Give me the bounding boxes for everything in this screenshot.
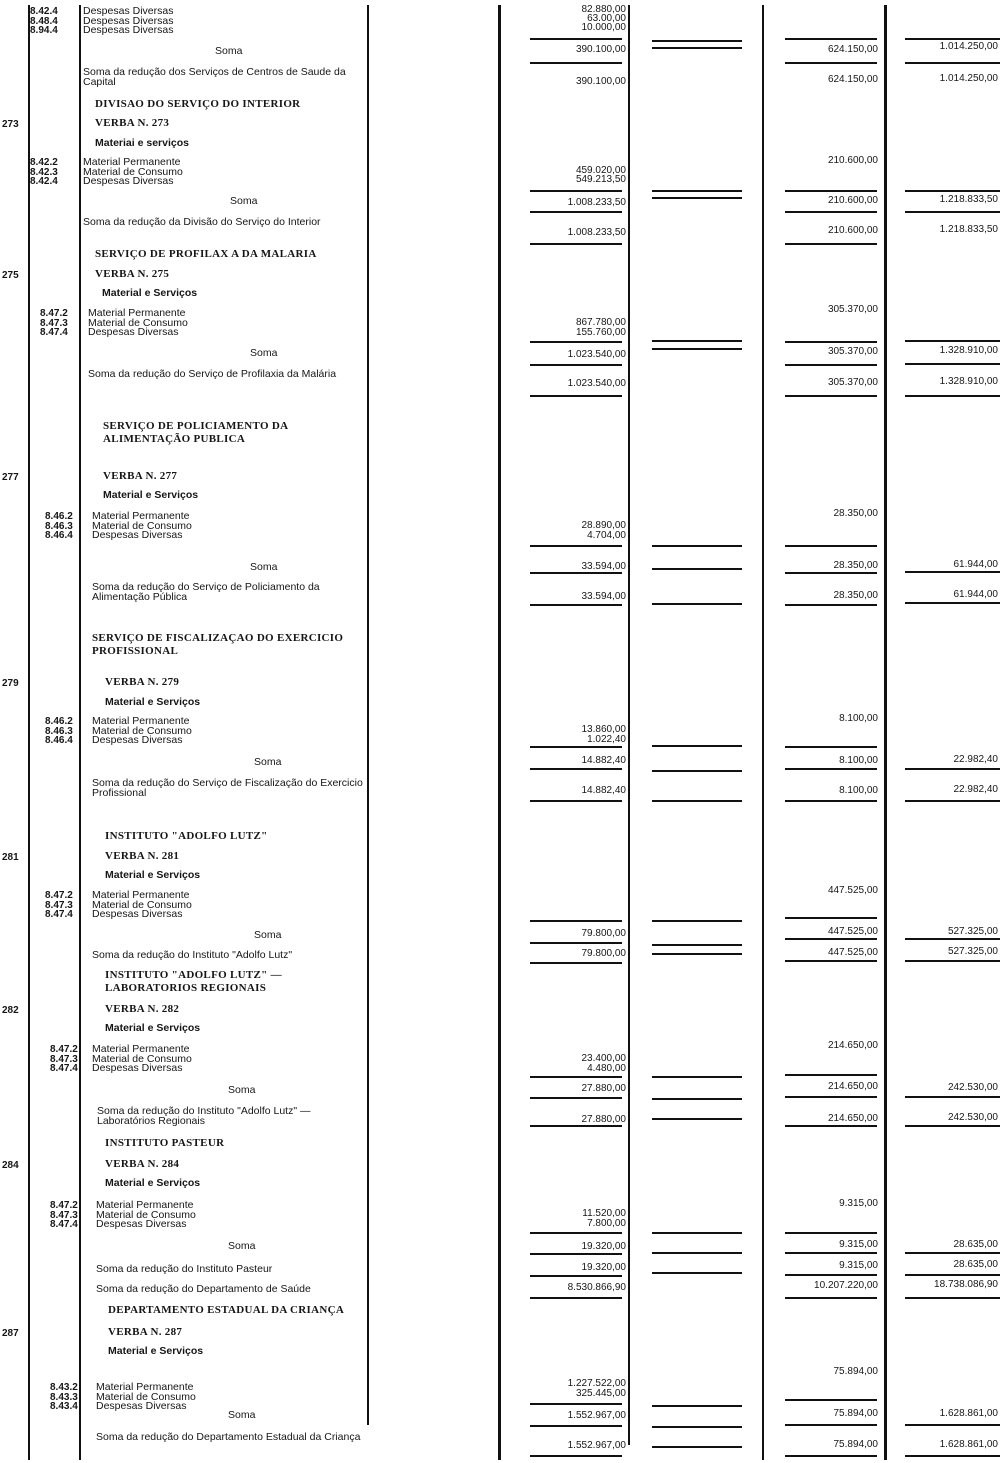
subtotal-label: Soma da redução do Serviço de Fiscalização do Exercicio Profissional	[92, 777, 363, 799]
rule-col2	[652, 745, 742, 747]
section-heading: INSTITUTO "ADOLFO LUTZ" — LABORATORIOS REGIONAIS	[105, 969, 282, 994]
column-rule	[884, 5, 887, 1460]
column-rule	[628, 5, 630, 1445]
rule-col2	[652, 197, 742, 199]
rule-col1	[530, 62, 622, 64]
rule-col2	[652, 800, 742, 802]
account-code: 8.47.2	[50, 1044, 78, 1055]
account-code: 8.43.4	[50, 1401, 78, 1412]
section-heading: SERVIÇO DE POLICIAMENTO DA ALIMENTAÇÃO PUBLICA	[103, 420, 288, 445]
column-4-value: 22.982,40	[953, 754, 998, 765]
account-code: 8.43.3	[50, 1391, 78, 1403]
column-3-value: 75.894,00	[833, 1366, 878, 1377]
verba-number: 282	[2, 1005, 19, 1016]
rule-col4	[905, 363, 1000, 365]
line-item: Material Permanente	[96, 1381, 194, 1393]
rule-col2	[652, 953, 742, 955]
line-item: Material de Consumo	[96, 1390, 196, 1403]
rule-col3	[785, 1125, 877, 1127]
column-3-value: 447.525,00	[827, 926, 878, 937]
column-3-value: 8.100,00	[839, 785, 878, 796]
account-code: 8.46.4	[45, 530, 73, 541]
rule-col3	[785, 746, 877, 748]
account-code: 8.47.2	[50, 1200, 78, 1211]
verba-number: 275	[2, 270, 19, 281]
column-4-value: 61.944,00	[953, 589, 998, 600]
line-item: Despesas Diversas	[83, 5, 174, 17]
subtotal-label: Soma da redução da Divisão do Serviço do Interior	[83, 216, 321, 228]
subtotal-label: Soma da redução do Serviço de Policiamento da Alimentação Pública	[92, 581, 320, 603]
account-code: 8.47.3	[45, 899, 73, 911]
column-1-value: 4.704,00	[587, 530, 626, 541]
subheading: Material e Serviços	[108, 1345, 204, 1357]
rule-col1	[530, 38, 622, 40]
rule-col4	[905, 960, 1000, 962]
rule-col1	[530, 920, 622, 922]
rule-col3	[785, 341, 877, 343]
rule-col2	[652, 770, 742, 772]
column-1-value: 1.552.967,00	[567, 1410, 626, 1421]
column-4-value: 242.530,00	[947, 1082, 998, 1093]
column-3-value: 447.525,00	[827, 885, 878, 896]
column-1-value: 1.023.540,00	[567, 378, 626, 389]
line-item: Despesas Diversas	[92, 1062, 183, 1074]
rule-col3	[785, 1297, 877, 1299]
column-1-value: 4.480,00	[587, 1063, 626, 1074]
column-1-value: 13.860,00	[581, 724, 626, 735]
account-code: 8.46.4	[45, 735, 73, 746]
soma-label: Soma	[215, 45, 243, 57]
column-3-value: 210.600,00	[827, 225, 878, 236]
rule-col2	[652, 568, 742, 570]
rule-col4	[905, 1096, 1000, 1098]
column-1-value: 28.890,00	[581, 520, 626, 531]
line-item: Material Permanente	[92, 889, 190, 901]
section-heading: DIVISAO DO SERVIÇO DO INTERIOR	[95, 98, 301, 110]
rule-col4	[905, 1125, 1000, 1127]
subtotal-label: Soma da redução dos Serviços de Centros de Saude da Capital	[83, 66, 346, 88]
rule-col3	[785, 38, 877, 40]
rule-col3	[785, 1232, 877, 1234]
column-3-value: 28.350,00	[833, 508, 878, 519]
rule-col1	[530, 1425, 622, 1427]
column-rule	[79, 5, 81, 1460]
rule-col2	[652, 944, 742, 946]
subtotal-label: Soma da redução do Serviço de Profilaxia da Malária	[88, 368, 337, 380]
rule-col1	[530, 341, 622, 343]
account-code: 8.46.3	[45, 520, 73, 532]
column-1-value: 1.008.233,50	[567, 197, 626, 208]
rule-col2	[652, 348, 742, 350]
column-3-value: 8.100,00	[839, 713, 878, 724]
column-1-value: 33.594,00	[581, 591, 626, 602]
column-3-value: 624.150,00	[827, 44, 878, 55]
rule-col3	[785, 1074, 877, 1076]
verba-number: 273	[2, 119, 19, 130]
rule-col1	[530, 942, 622, 944]
section-heading: SERVIÇO DE FISCALIZAÇAO DO EXERCICIO PROFISSIONAL	[92, 632, 344, 657]
rule-col2	[652, 1272, 742, 1274]
rule-col2	[652, 545, 742, 547]
rule-col2	[652, 1446, 742, 1448]
column-1-value: 155.760,00	[575, 327, 626, 338]
column-3-value: 305.370,00	[827, 346, 878, 357]
rule-col4	[905, 602, 1000, 604]
account-code: 8.46.2	[45, 511, 73, 522]
section-heading: SERVIÇO DE PROFILAX A DA MALARIA	[95, 248, 317, 260]
line-item: Material Permanente	[92, 1043, 190, 1055]
column-rule	[28, 5, 30, 1460]
column-3-value: 9.315,00	[839, 1260, 878, 1271]
column-rule	[498, 5, 501, 1460]
rule-col2	[652, 1426, 742, 1428]
rule-col4	[905, 938, 1000, 940]
rule-col1	[530, 1232, 622, 1234]
column-1-value: 390.100,00	[575, 44, 626, 55]
column-3-value: 214.650,00	[827, 1081, 878, 1092]
rule-col3	[785, 1274, 877, 1276]
verba-number: 284	[2, 1160, 19, 1171]
column-4-value: 1.014.250,00	[939, 41, 998, 52]
rule-col1	[530, 1403, 622, 1405]
column-1-value: 14.882,40	[581, 785, 626, 796]
rule-col2	[652, 40, 742, 42]
line-item: Material Permanente	[92, 510, 190, 522]
rule-col1	[530, 1275, 622, 1277]
column-3-value: 214.650,00	[827, 1113, 878, 1124]
subheading: Material e Serviços	[102, 287, 198, 299]
rule-col1	[530, 1125, 622, 1127]
account-code: 8.42.4	[30, 6, 58, 17]
rule-col2	[652, 1118, 742, 1120]
account-code: 8.46.3	[45, 725, 73, 737]
line-item: Despesas Diversas	[83, 14, 174, 27]
column-4-value: 527.325,00	[947, 946, 998, 957]
rule-col1	[530, 572, 622, 574]
column-1-value: 19.320,00	[581, 1262, 626, 1273]
account-code: 8.48.4	[30, 15, 58, 27]
column-4-value: 18.738.086,90	[934, 1279, 998, 1290]
column-1-value: 27.880,00	[581, 1114, 626, 1125]
column-1-value: 33.594,00	[581, 561, 626, 572]
column-1-value: 1.023.540,00	[567, 349, 626, 360]
rule-col4	[905, 1297, 1000, 1299]
column-1-value: 27.880,00	[581, 1083, 626, 1094]
rule-col3	[785, 604, 877, 606]
rule-col1	[530, 1455, 622, 1457]
account-code: 8.47.4	[50, 1219, 78, 1230]
column-4-value: 1.218.833,50	[939, 224, 998, 235]
account-code: 8.43.2	[50, 1382, 78, 1393]
column-1-value: 390.100,00	[575, 76, 626, 87]
line-item: Despesas Diversas	[96, 1400, 187, 1412]
rule-col3	[785, 62, 877, 64]
rule-col4	[905, 340, 1000, 342]
column-4-value: 1.218.833,50	[939, 194, 998, 205]
line-item: Material de Consumo	[88, 316, 188, 329]
column-1-value: 549.213,50	[575, 174, 626, 185]
subtotal-label: Soma da redução do Departamento Estadual da Criança	[96, 1431, 361, 1443]
section-heading: VERBA N. 275	[95, 268, 170, 280]
rule-col1	[530, 364, 622, 366]
column-4-value: 527.325,00	[947, 926, 998, 937]
rule-col2	[652, 1098, 742, 1100]
line-item: Despesas Diversas	[88, 326, 179, 338]
account-code: 8.47.3	[40, 317, 68, 329]
soma-label: Soma	[228, 1409, 256, 1421]
rule-col3	[785, 1455, 877, 1457]
account-code: 8.47.3	[50, 1053, 78, 1065]
subheading: Material e Serviços	[105, 1022, 201, 1034]
line-item: Material Permanente	[83, 156, 181, 168]
section-heading: VERBA N. 279	[105, 676, 180, 688]
rule-col2	[652, 920, 742, 922]
rule-col4	[905, 1274, 1000, 1276]
rule-col3	[785, 572, 877, 574]
subtotal-label: Soma da redução do Instituto "Adolfo Lutz"	[92, 949, 293, 961]
column-1-value: 1.022,40	[587, 734, 626, 745]
section-heading: VERBA N. 281	[105, 850, 180, 862]
line-item: Despesas Diversas	[96, 1218, 187, 1230]
column-3-value: 305.370,00	[827, 377, 878, 388]
soma-label: Soma	[254, 756, 282, 768]
column-1-value: 11.520,00	[582, 1208, 626, 1219]
rule-col4	[905, 1252, 1000, 1254]
column-3-value: 28.350,00	[833, 560, 878, 571]
rule-col2	[652, 1232, 742, 1234]
rule-col4	[905, 800, 1000, 802]
section-heading: VERBA N. 273	[95, 117, 170, 129]
subtotal-label: Soma da redução do Departamento de Saúde	[96, 1283, 311, 1295]
subheading: Material e Serviços	[103, 489, 199, 501]
column-4-value: 61.944,00	[953, 559, 998, 570]
column-1-value: 14.882,40	[581, 755, 626, 766]
account-code: 8.47.2	[40, 308, 68, 319]
rule-col2	[652, 47, 742, 49]
rule-col4	[905, 571, 1000, 573]
column-1-value: 8.530.866,90	[567, 1282, 626, 1293]
section-heading: VERBA N. 282	[105, 1003, 180, 1015]
column-4-value: 1.328.910,00	[939, 376, 998, 387]
column-3-value: 8.100,00	[839, 755, 878, 766]
rule-col3	[785, 960, 877, 962]
column-1-value: 19.320,00	[581, 1241, 626, 1252]
rule-col3	[785, 938, 877, 940]
rule-col3	[785, 800, 877, 802]
column-3-value: 305.370,00	[827, 304, 878, 315]
subheading: Materiai e serviços	[95, 137, 189, 149]
rule-col2	[652, 190, 742, 192]
rule-col1	[530, 768, 622, 770]
column-3-value: 10.207.220,00	[814, 1280, 878, 1291]
column-4-value: 22.982,40	[953, 784, 998, 795]
section-heading: DEPARTAMENTO ESTADUAL DA CRIANÇA	[108, 1304, 345, 1316]
rule-col3	[785, 545, 877, 547]
line-item: Despesas Diversas	[83, 175, 174, 187]
rule-col1	[530, 1297, 622, 1299]
rule-col1	[530, 395, 622, 397]
column-3-value: 28.350,00	[833, 590, 878, 601]
subheading: Material e Serviços	[105, 1177, 201, 1189]
column-1-value: 867.780,00	[575, 317, 626, 328]
verba-number: 287	[2, 1328, 19, 1339]
subheading: Material e Serviços	[105, 696, 201, 708]
column-rule	[762, 5, 764, 1460]
column-1-value: 1.552.967,00	[567, 1440, 626, 1451]
line-item: Material Permanente	[96, 1199, 194, 1211]
column-3-value: 447.525,00	[827, 947, 878, 958]
line-item: Material Permanente	[88, 307, 186, 319]
rule-col3	[785, 211, 877, 213]
rule-col1	[530, 190, 622, 192]
column-4-value: 1.328.910,00	[939, 345, 998, 356]
column-1-value: 79.800,00	[581, 928, 626, 939]
soma-label: Soma	[230, 195, 258, 207]
soma-label: Soma	[228, 1240, 256, 1252]
rule-col1	[530, 243, 622, 245]
line-item: Despesas Diversas	[92, 529, 183, 541]
line-item: Material de Consumo	[92, 724, 192, 737]
section-heading: VERBA N. 287	[108, 1326, 183, 1338]
column-3-value: 9.315,00	[839, 1239, 878, 1250]
rule-col2	[652, 340, 742, 342]
account-code: 8.47.2	[45, 890, 73, 901]
column-3-value: 210.600,00	[827, 195, 878, 206]
account-code: 8.47.4	[45, 909, 73, 920]
line-item: Material de Consumo	[83, 165, 183, 178]
rule-col4	[905, 211, 1000, 213]
column-3-value: 9.315,00	[839, 1198, 878, 1209]
rule-col4	[905, 395, 1000, 397]
column-1-value: 63.00,00	[587, 13, 626, 24]
account-code: 8.94.4	[30, 25, 58, 36]
line-item: Material Permanente	[92, 715, 190, 727]
line-item: Despesas Diversas	[83, 24, 174, 36]
column-1-value: 82.880,00	[581, 4, 626, 15]
column-1-value: 1.227.522,00	[567, 1378, 626, 1389]
rule-col1	[530, 545, 622, 547]
account-code: 8.46.2	[45, 716, 73, 727]
soma-label: Soma	[228, 1084, 256, 1096]
column-3-value: 624.150,00	[827, 74, 878, 85]
column-3-value: 75.894,00	[833, 1439, 878, 1450]
column-1-value: 79.800,00	[581, 948, 626, 959]
subheading: Material e Serviços	[105, 869, 201, 881]
rule-col3	[785, 768, 877, 770]
soma-label: Soma	[250, 561, 278, 573]
rule-col3	[785, 395, 877, 397]
rule-col4	[905, 1424, 1000, 1426]
column-1-value: 10.000,00	[581, 22, 626, 33]
rule-col3	[785, 364, 877, 366]
line-item: Material de Consumo	[92, 519, 192, 532]
rule-col3	[785, 1399, 877, 1401]
account-code: 8.47.4	[40, 327, 68, 338]
account-code: 8.42.4	[30, 176, 58, 187]
rule-col3	[785, 243, 877, 245]
subtotal-label: Soma da redução do Instituto Pasteur	[96, 1263, 273, 1275]
rule-col1	[530, 1253, 622, 1255]
column-rule	[367, 5, 369, 1425]
column-3-value: 210.600,00	[827, 155, 878, 166]
soma-label: Soma	[250, 347, 278, 359]
rule-col1	[530, 1076, 622, 1078]
section-heading: VERBA N. 284	[105, 1158, 180, 1170]
account-code: 8.47.4	[50, 1063, 78, 1074]
rule-col1	[530, 1097, 622, 1099]
rule-col2	[652, 1076, 742, 1078]
verba-number: 277	[2, 472, 19, 483]
column-4-value: 1.628.861,00	[939, 1408, 998, 1419]
line-item: Despesas Diversas	[92, 908, 183, 920]
rule-col3	[785, 1096, 877, 1098]
column-1-value: 7.800,00	[587, 1218, 626, 1229]
column-4-value: 28.635,00	[953, 1259, 998, 1270]
section-heading: VERBA N. 277	[103, 470, 178, 482]
column-1-value: 23.400,00	[581, 1053, 626, 1064]
verba-number: 279	[2, 678, 19, 689]
rule-col3	[785, 190, 877, 192]
soma-label: Soma	[254, 929, 282, 941]
verba-number: 281	[2, 852, 19, 863]
line-item: Material de Consumo	[92, 1052, 192, 1065]
account-code: 8.42.3	[30, 166, 58, 178]
rule-col2	[652, 1252, 742, 1254]
account-code: 8.47.3	[50, 1209, 78, 1221]
rule-col3	[785, 1424, 877, 1426]
line-item: Despesas Diversas	[92, 734, 183, 746]
rule-col3	[785, 1252, 877, 1254]
section-heading: INSTITUTO "ADOLFO LUTZ"	[105, 830, 268, 842]
rule-col1	[530, 800, 622, 802]
rule-col3	[785, 917, 877, 919]
rule-col2	[652, 1405, 742, 1407]
rule-col1	[530, 962, 622, 964]
rule-col1	[530, 746, 622, 748]
column-4-value: 1.014.250,00	[939, 73, 998, 84]
column-4-value: 28.635,00	[953, 1239, 998, 1250]
rule-col2	[652, 603, 742, 605]
section-heading: INSTITUTO PASTEUR	[105, 1137, 225, 1149]
line-item: Material de Consumo	[96, 1208, 196, 1221]
column-1-value: 1.008.233,50	[567, 227, 626, 238]
rule-col4	[905, 1455, 1000, 1457]
column-4-value: 242.530,00	[947, 1112, 998, 1123]
rule-col4	[905, 190, 1000, 192]
column-3-value: 214.650,00	[827, 1040, 878, 1051]
rule-col4	[905, 768, 1000, 770]
column-4-value: 1.628.861,00	[939, 1439, 998, 1450]
rule-col1	[530, 604, 622, 606]
rule-col4	[905, 38, 1000, 40]
rule-col4	[905, 62, 1000, 64]
subtotal-label: Soma da redução do Instituto "Adolfo Lutz" — Laboratórios Regionais	[97, 1105, 311, 1127]
line-item: Material de Consumo	[92, 898, 192, 911]
column-1-value: 325.445,00	[575, 1388, 626, 1399]
column-3-value: 75.894,00	[833, 1408, 878, 1419]
column-1-value: 459.020,00	[575, 165, 626, 176]
rule-col1	[530, 211, 622, 213]
account-code: 8.42.2	[30, 157, 58, 168]
